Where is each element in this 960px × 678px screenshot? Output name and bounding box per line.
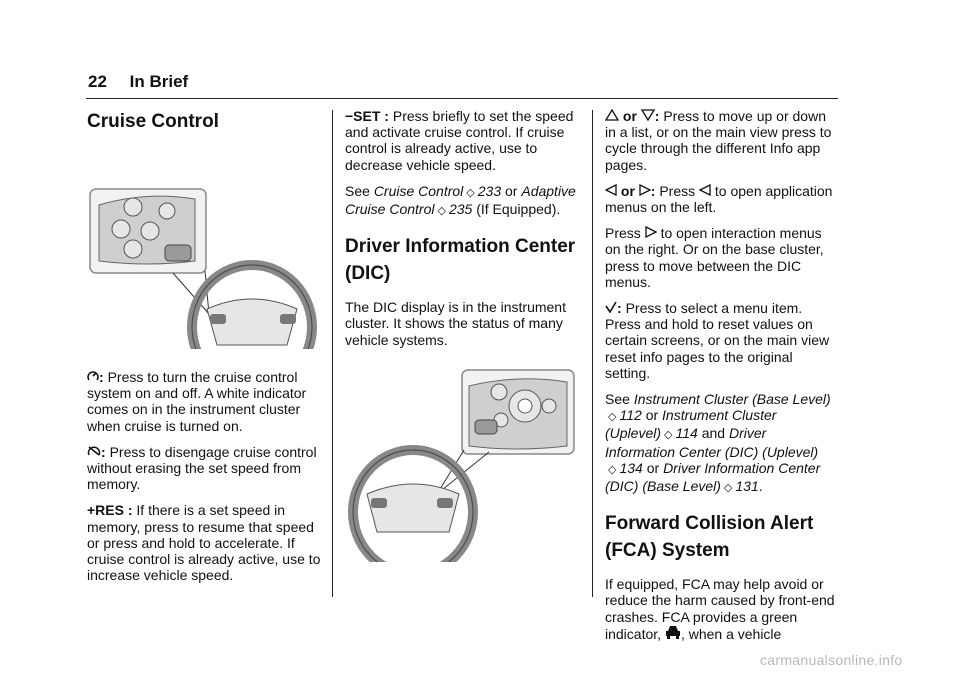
page-number: 22 [88, 72, 107, 91]
right-arrow-icon [639, 184, 651, 198]
cruise-control-heading: Cruise Control [87, 111, 219, 132]
left-arrow-icon [699, 184, 711, 198]
select-item [605, 300, 840, 381]
set-item [345, 108, 580, 173]
column-3 [605, 108, 840, 652]
link-cluster-base[interactable]: Instrument Cluster (Base Level) [633, 391, 831, 408]
resume-label: +RES : [87, 502, 133, 519]
page-ref-235[interactable]: 235 [448, 201, 473, 218]
fca-heading: Forward Collision Alert (FCA) System [605, 513, 814, 562]
down-arrow-icon [641, 109, 655, 123]
select-label: : [617, 300, 622, 317]
cruise-cancel-label: : [101, 443, 106, 460]
page-ref-134[interactable]: 134 [619, 459, 643, 476]
cruise-see-also [345, 183, 580, 219]
column-2 [345, 108, 580, 562]
column-1 [87, 108, 322, 593]
left-menu-text: to open application menus on the left. [605, 182, 833, 216]
or-word: or [646, 459, 660, 476]
page-ref-131[interactable]: 131 [735, 478, 759, 495]
cruise-cancel-icon [87, 445, 101, 459]
page-ref-114[interactable]: 114 [675, 425, 698, 442]
page-ref-icon: ◇ [723, 482, 733, 495]
cruise-on-off-icon [87, 370, 99, 384]
dic-see-also [605, 391, 840, 496]
press-word: Press [659, 182, 696, 199]
right-arrow-icon [645, 226, 657, 240]
set-label: −SET : [345, 108, 389, 124]
up-down-label: : [654, 108, 660, 124]
if-equipped-text: (If Equipped). [476, 201, 561, 218]
up-down-item [605, 108, 840, 173]
column-divider-2 [592, 110, 593, 597]
press-word: Press [605, 225, 641, 242]
resume-item [87, 502, 322, 583]
page-ref-icon: ◇ [664, 429, 673, 442]
cruise-on-off-text: Press to turn the cruise control system on and off. A white indicator comes on in the instrument cluster when cruise is turned on. [87, 369, 307, 434]
page-ref-icon: ◇ [608, 463, 617, 476]
page-ref-233[interactable]: 233 [477, 182, 502, 199]
checkmark-icon [605, 301, 617, 315]
link-adaptive-cruise[interactable]: Adaptive Cruise Control [345, 182, 576, 218]
set-text: Press briefly to set the speed and activate cruise control. If cruise control is already active, use to decrease vehicle speed. [345, 108, 574, 173]
fca-text: If equipped, FCA may help avoid or reduce the harm caused by front-end crashes. FCA provides a green indicator, [605, 576, 835, 642]
dic-description: The DIC display is in the instrument cluster. It shows the status of many vehicle systems. [345, 299, 566, 348]
page-ref-icon: ◇ [437, 205, 446, 218]
column-divider-1 [332, 110, 333, 597]
link-cruise-control[interactable]: Cruise Control [373, 182, 464, 199]
fca-description [605, 576, 840, 642]
up-down-text: Press to move up or down in a list, or on the main view press to cycle through the different Info app pages. [605, 108, 832, 173]
right-menu-item [605, 225, 840, 290]
see-word: See [605, 391, 630, 408]
left-right-label: : [650, 182, 656, 199]
and-word: and [701, 425, 726, 442]
page-ref-icon: ◇ [608, 411, 617, 424]
page-ref-112[interactable]: 112 [619, 407, 642, 424]
up-down-or: or [622, 108, 637, 124]
right-menu-text: to open interaction menus on the right. Or on the base cluster, press to move between the DIC menus. [605, 225, 824, 290]
page-header [88, 72, 188, 92]
cruise-on-off-label: : [99, 369, 104, 385]
link-dic-uplevel[interactable]: Driver Information Center (DIC) (Uplevel) [605, 425, 819, 460]
or-word: or [505, 182, 518, 199]
cruise-cancel-text: Press to disengage cruise control without erasing the set speed from memory. [87, 443, 317, 493]
dic-controls-illustration [345, 362, 577, 562]
left-arrow-icon [605, 184, 617, 198]
select-text: Press to select a menu item. Press and hold to reset values on certain screens, or on the main view reset info pages to the original setting. [605, 300, 830, 381]
left-right-or: or [620, 182, 635, 199]
section-title: In Brief [129, 72, 189, 91]
cruise-cancel-item [87, 444, 322, 493]
fca-text-tail: , when a vehicle [680, 625, 782, 642]
or-word: or [645, 407, 659, 424]
period: . [758, 478, 763, 495]
up-arrow-icon [605, 109, 619, 123]
header-rule [86, 98, 838, 99]
watermark: carmanualsonline.info [760, 652, 903, 668]
page-ref-icon: ◇ [466, 186, 475, 199]
left-right-item [605, 183, 840, 215]
cruise-on-off-item [87, 369, 322, 434]
link-dic-base[interactable]: Driver Information Center (DIC) (Base Level) [605, 459, 821, 495]
see-word: See [345, 182, 370, 199]
vehicle-ahead-icon [665, 625, 681, 641]
link-cluster-uplevel[interactable]: Instrument Cluster (Uplevel) [605, 407, 777, 442]
dic-heading: Driver Information Center (DIC) [345, 236, 576, 285]
cruise-control-illustration [87, 149, 319, 349]
resume-text: If there is a set speed in memory, press to resume that speed or press and hold to accelerate. If cruise control is already active, use to increase vehicle speed. [87, 502, 321, 584]
